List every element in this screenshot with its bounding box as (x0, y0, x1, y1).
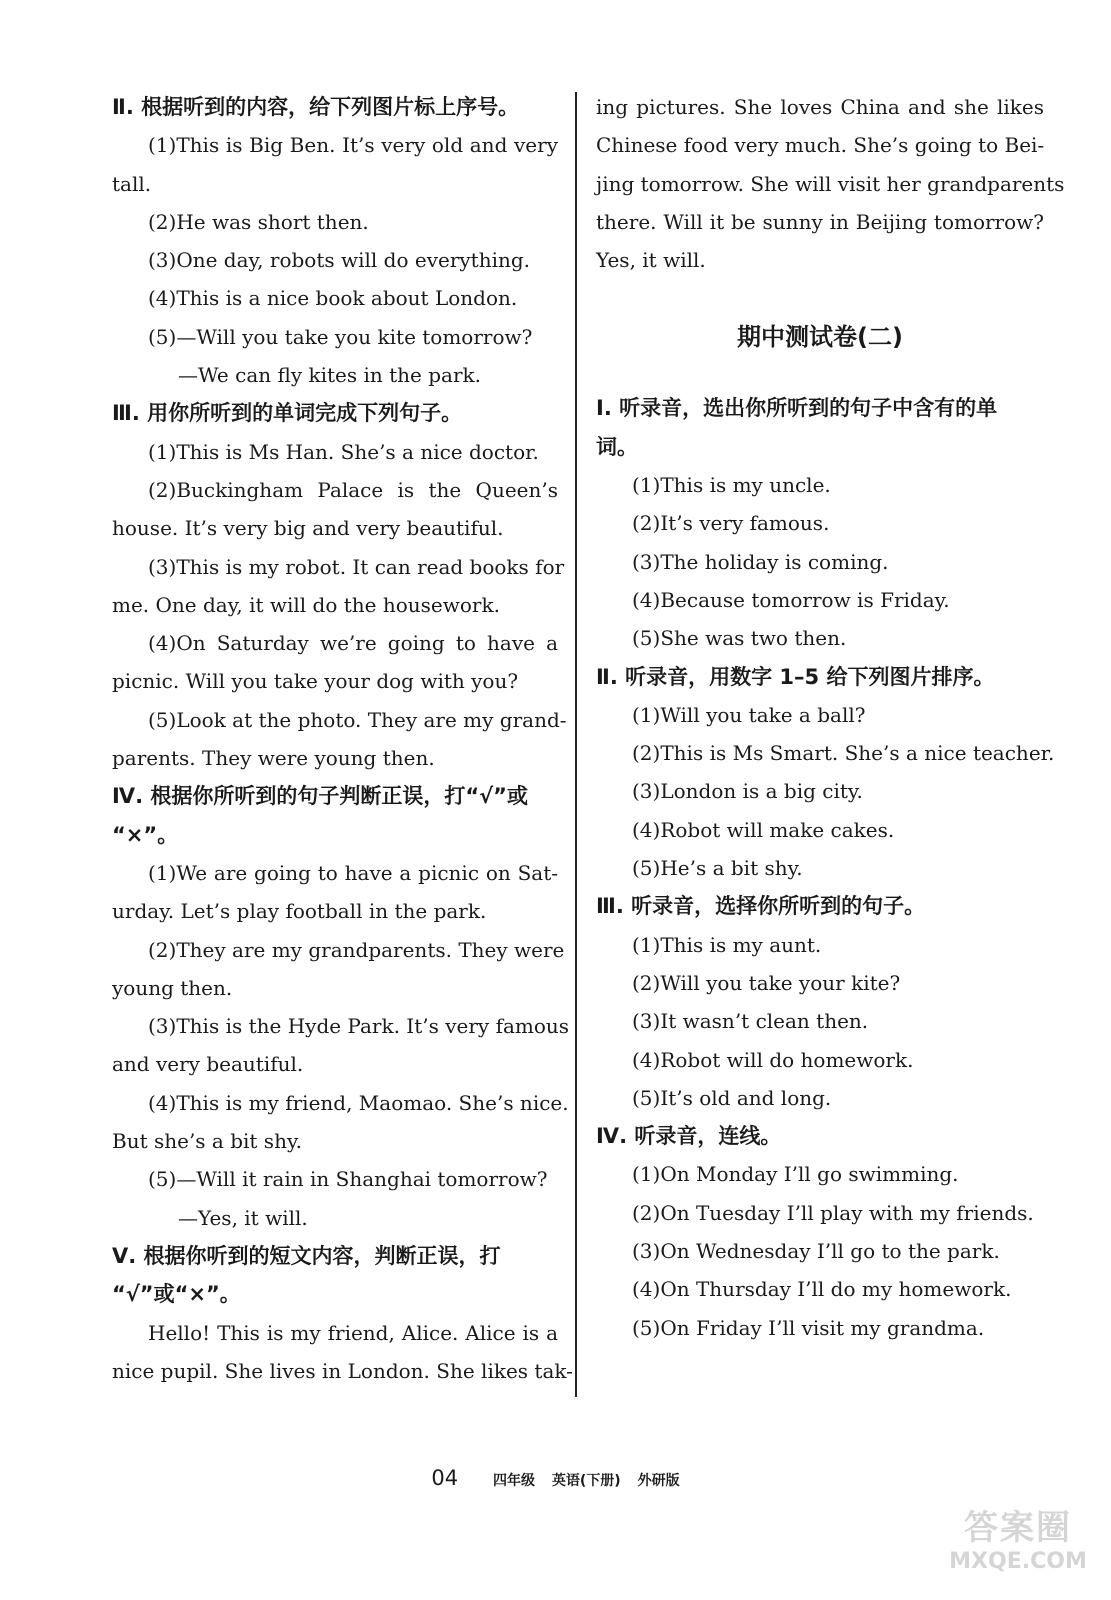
passage-line: Hello! This is my friend, Alice. Alice is a (148, 1320, 558, 1345)
right-column (596, 88, 1065, 1347)
item-line: (1)Will you take a ball? (632, 702, 866, 727)
item-line: (3)This is the Hyde Park. It’s very famous (148, 1014, 570, 1039)
test-title: 期中测试卷(二) (737, 323, 903, 352)
item-line: (1)On Monday I’ll go swimming. (632, 1162, 959, 1187)
passage-line: Yes, it will. (596, 248, 706, 273)
item-line: (4)Because tomorrow is Friday. (632, 587, 950, 612)
passage-line: Chinese food very much. She’s going to Bei- (596, 133, 1045, 158)
item-line: (5)He’s a bit shy. (632, 856, 803, 881)
watermark-text: 答案圈 (964, 1508, 1072, 1548)
footer-edition: 外研版 (637, 1473, 680, 1489)
section-heading: Ⅲ. 用你所听到的单词完成下列句子。 (112, 401, 463, 426)
page-footer (0, 1466, 1111, 1490)
item-line: —Yes, it will. (178, 1205, 308, 1230)
item-line: (1)This is Ms Han. She’s a nice doctor. (148, 439, 539, 464)
watermark-url: MXQE.COM (949, 1549, 1087, 1574)
item-line: (5)On Friday I’ll visit my grandma. (632, 1315, 985, 1340)
section-heading-cont: 词。 (596, 434, 638, 459)
column-divider (575, 92, 577, 1397)
item-line: (2)This is Ms Smart. She’s a nice teacher. (632, 741, 1055, 766)
item-line: picnic. Will you take your dog with you? (112, 669, 519, 694)
footer-grade: 四年级 (493, 1473, 536, 1489)
item-line: young then. (112, 975, 233, 1000)
passage-line: jing tomorrow. She will visit her grandparents (596, 171, 1065, 196)
item-line: (2)On Tuesday I’ll play with my friends. (632, 1200, 1034, 1225)
item-line: (1)We are going to have a picnic on Sat- (148, 860, 558, 885)
item-line: urday. Let’s play football in the park. (112, 899, 487, 924)
item-line: (4)Robot will do homework. (632, 1047, 914, 1072)
item-line: (2)He was short then. (148, 209, 369, 234)
section-heading: Ⅲ. 听录音，选择你所听到的句子。 (596, 894, 926, 919)
item-line: house. It’s very big and very beautiful. (112, 516, 504, 541)
item-line: tall. (112, 171, 152, 196)
item-line: —We can fly kites in the park. (178, 363, 481, 388)
item-line: (2)It’s very famous. (632, 511, 830, 536)
section-heading: Ⅱ. 根据听到的内容，给下列图片标上序号。 (112, 95, 520, 119)
item-line: (4)On Saturday we’re going to have a (148, 631, 558, 656)
item-line: (4)This is a nice book about London. (148, 286, 518, 311)
item-line: (4)Robot will make cakes. (632, 817, 895, 842)
item-line: (5)She was two then. (632, 626, 847, 651)
item-line: (3)This is my robot. It can read books for (148, 554, 565, 579)
item-line: (4)On Thursday I’ll do my homework. (632, 1277, 1012, 1302)
section-heading: Ⅳ. 根据你所听到的句子判断正误，打“√”或 (112, 784, 528, 809)
left-column (112, 88, 573, 1390)
item-line: and very beautiful. (112, 1052, 304, 1077)
item-line: (3)On Wednesday I’ll go to the park. (632, 1239, 1000, 1264)
item-line: But she’s a bit shy. (112, 1129, 302, 1154)
passage-line: nice pupil. She lives in London. She likes tak- (112, 1358, 573, 1383)
item-line: (3)It wasn’t clean then. (632, 1009, 869, 1034)
item-line: (4)This is my friend, Maomao. She’s nice. (148, 1090, 569, 1115)
footer-subject: 英语(下册) (551, 1473, 621, 1489)
page-number: 04 (431, 1466, 459, 1490)
item-line: me. One day, it will do the housework. (112, 592, 500, 617)
item-line: (3)London is a big city. (632, 779, 863, 804)
section-heading: Ⅳ. 听录音，连线。 (596, 1124, 782, 1149)
item-line: (2)Will you take your kite? (632, 970, 901, 995)
section-heading: Ⅴ. 根据你听到的短文内容，判断正误，打 (112, 1243, 501, 1268)
section-heading: Ⅰ. 听录音，选出你所听到的句子中含有的单 (596, 396, 998, 421)
item-line: parents. They were young then. (112, 746, 435, 771)
section-heading: Ⅱ. 听录音，用数字 1–5 给下列图片排序。 (596, 664, 995, 689)
passage-line: there. Will it be sunny in Beijing tomorrow? (596, 209, 1044, 234)
item-line: (1)This is my uncle. (632, 473, 831, 498)
item-line: (5)Look at the photo. They are my grand- (148, 707, 567, 732)
item-line: (1)This is my aunt. (632, 932, 822, 957)
passage-line: ing pictures. She loves China and she likes (596, 95, 1044, 119)
item-line: (3)One day, robots will do everything. (148, 248, 531, 273)
item-line: (2)They are my grandparents. They were (148, 937, 565, 962)
watermark-logo (943, 1500, 1093, 1580)
item-line: (5)—Will it rain in Shanghai tomorrow? (148, 1167, 548, 1192)
section-heading-cont: “×”。 (112, 822, 179, 847)
item-line: (2)Buckingham Palace is the Queen’s (148, 477, 558, 502)
section-heading-cont: “√”或“×”。 (112, 1282, 241, 1307)
item-line: (1)This is Big Ben. It’s very old and very (148, 133, 558, 158)
item-line: (3)The holiday is coming. (632, 549, 889, 574)
item-line: (5)—Will you take you kite tomorrow? (148, 324, 533, 349)
item-line: (5)It’s old and long. (632, 1085, 832, 1110)
